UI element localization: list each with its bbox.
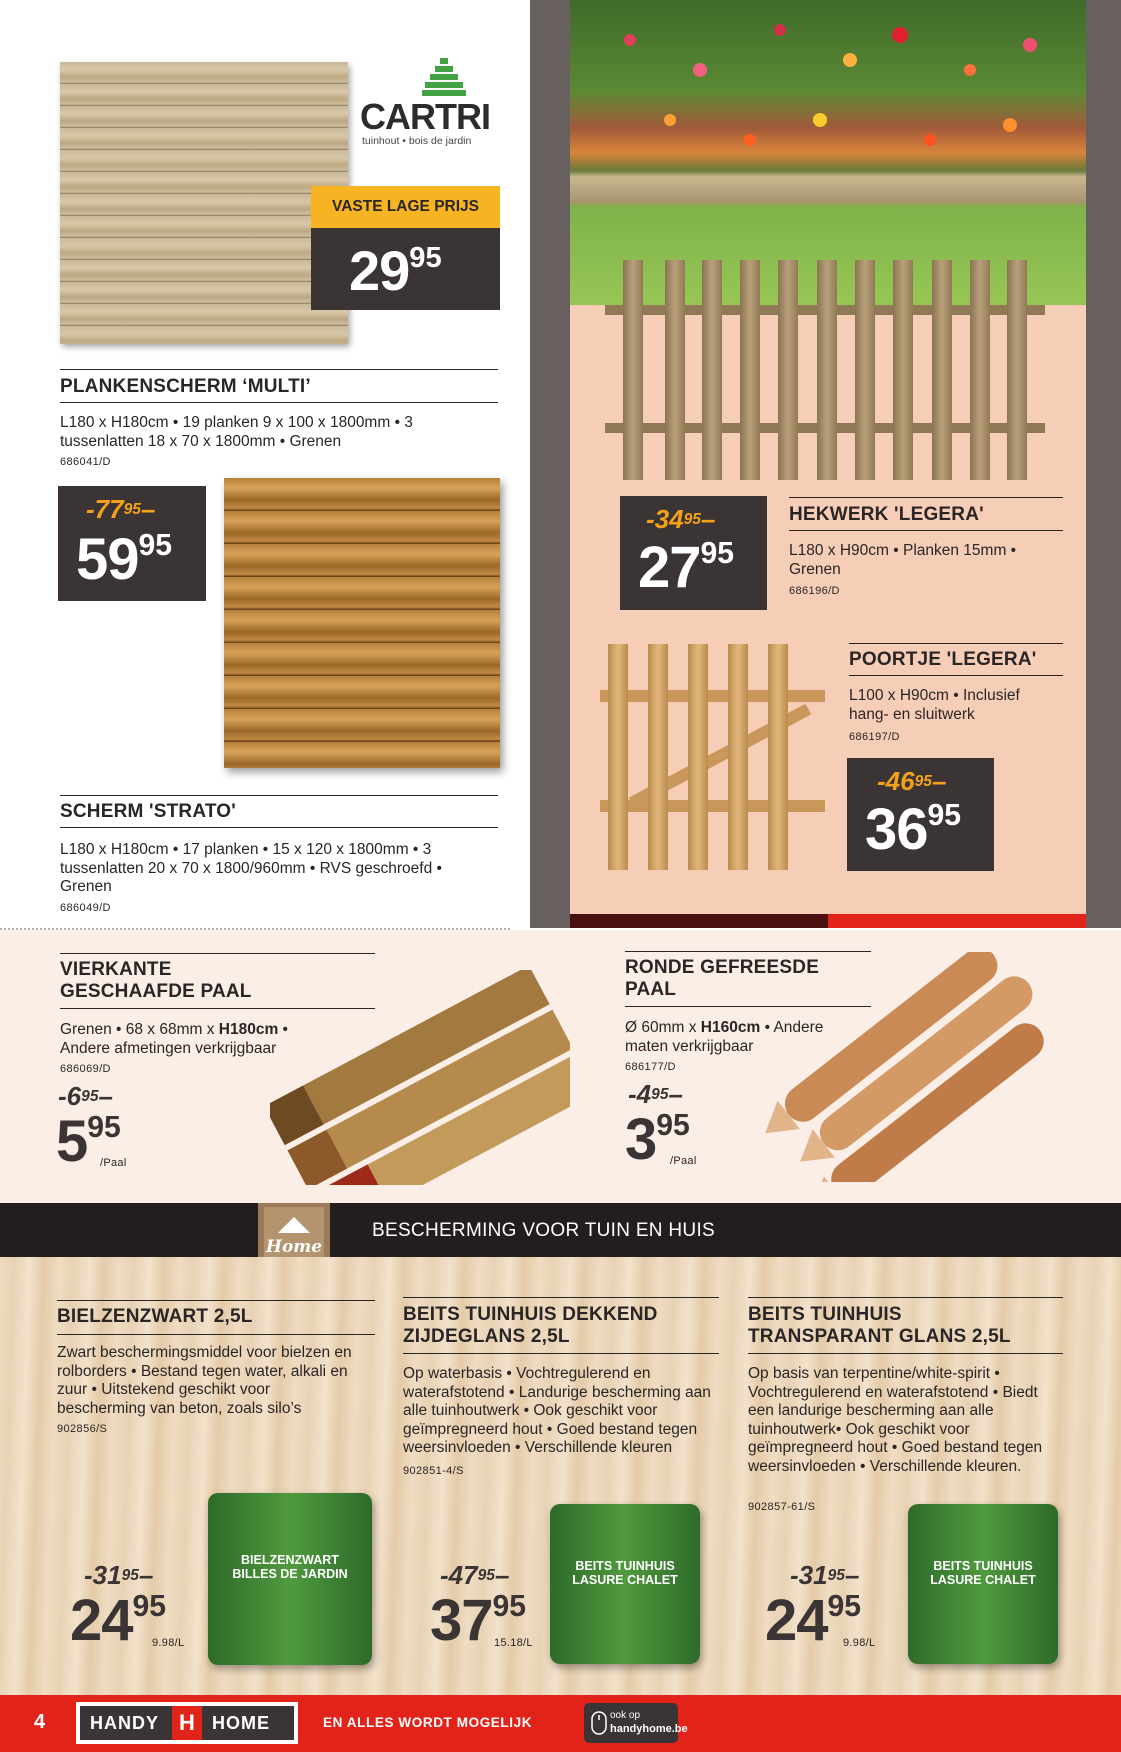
gate-legera-image	[600, 640, 825, 870]
ronde-code: 686177/D	[625, 1061, 676, 1073]
dekkend-title-line2: ZIJDEGLANS 2,5L	[403, 1326, 570, 1347]
transparant-title-line1: BEITS TUINHUIS	[748, 1304, 902, 1325]
hekwerk-price-box	[620, 496, 767, 610]
transparant-description: Op basis van terpentine/white-spirit • Vochtregulerend en waterafstotend • Biedt een landurige bescherming aan alle tuinhoutwerk• Ook geschikt voor geïmpregneerd hout • Goed bestand tegen weersinvloeden • Verschillende kleuren.	[748, 1365, 1043, 1475]
protection-banner	[0, 1203, 1121, 1257]
poortje-code: 686197/D	[849, 731, 900, 743]
strato-code: 686049/D	[60, 902, 111, 914]
poortje-old-price: $-46^{95}-$	[877, 766, 947, 796]
vierkante-price: $5^{95}$	[56, 1109, 121, 1174]
transparant-title	[748, 1304, 1011, 1348]
divider	[60, 827, 498, 828]
transparant-title-line2: TRANSPARANT GLANS 2,5L	[748, 1326, 1011, 1347]
ronde-unit: /Paal	[670, 1155, 697, 1167]
fixed-price-badge	[311, 186, 500, 228]
poortje-description: L100 x H90cm • Inclusief hang- en sluitwerk	[849, 687, 1020, 723]
dekkend-can-label: BEITS TUINHUIS LASURE CHALET	[572, 1559, 678, 1587]
divider	[789, 497, 1063, 498]
multi-price-box	[311, 228, 500, 310]
bielzen-unit-price: 9.98/L	[152, 1637, 185, 1649]
cartri-wordmark: CARTRI	[360, 96, 490, 137]
footer-slogan: EN ALLES WORDT MOGELIJK	[323, 1715, 533, 1730]
page-number: 4	[34, 1711, 46, 1733]
hekwerk-price: $27^{95}$	[638, 535, 735, 600]
bielzen-can-label: BIELZENZWART BILLES DE JARDIN	[232, 1553, 348, 1581]
vierkante-old-price: $-6^{95}-$	[58, 1081, 113, 1111]
dekkend-title-line1: BEITS TUINHUIS DEKKEND	[403, 1304, 658, 1325]
red-stripe	[828, 914, 1086, 928]
plankenscherm-multi-image	[60, 62, 348, 344]
dekkend-description: Op waterbasis • Vochtregulerend en waterafstotend • Landurige bescherming aan alle tuinhoutwerk • Ook geschikt voor geïmpregneerd hout • Goed bestand tegen weersinvloeden • Verschillende kleuren	[403, 1365, 711, 1456]
square-posts-image	[270, 970, 570, 1185]
poortje-price-box	[847, 758, 994, 871]
footer-bar	[0, 1695, 1121, 1752]
cartri-tagline: tuinhout • bois de jardin	[362, 135, 472, 147]
home-brand-text: Home	[265, 1237, 323, 1257]
strato-description: L180 x H180cm • 17 planken • 15 x 120 x 1800mm • 3 tussenlatten 20 x 70 x 1800/960mm • RVS geschroefd • Grenen	[60, 841, 442, 895]
mouse-icon	[591, 1711, 607, 1735]
dekkend-title	[403, 1304, 658, 1348]
side-column-dark	[530, 0, 570, 928]
multi-price: $29^{95}$	[349, 239, 442, 302]
transparant-unit-price: 9.98/L	[843, 1637, 876, 1649]
vierkante-title	[60, 959, 252, 1003]
banner-title: BESCHERMING VOOR TUIN EN HUIS	[372, 1220, 715, 1241]
hekwerk-description: L180 x H90cm • Planken 15mm • Grenen	[789, 542, 1017, 578]
ronde-description: Ø 60mm x H160cm • Andere maten verkrijgbaar	[625, 1019, 824, 1055]
dekkend-code: 902851-4/S	[403, 1465, 464, 1477]
dekkend-price: $37^{95}$	[430, 1588, 527, 1653]
fence-legera-image	[605, 255, 1045, 480]
divider	[849, 675, 1063, 676]
dekkend-unit-price: 15.18/L	[494, 1637, 533, 1649]
transparant-old-price: $-31^{95}-$	[790, 1560, 860, 1590]
scherm-strato-image	[224, 478, 500, 768]
strato-title: SCHERM 'STRATO'	[60, 801, 237, 822]
multi-title: PLANKENSCHERM ‘MULTI’	[60, 376, 311, 397]
round-posts-image	[755, 952, 1065, 1182]
transparant-price: $24^{95}$	[765, 1588, 862, 1653]
website-badge[interactable]: ook op handyhome.be	[584, 1703, 678, 1743]
poortje-title: POORTJE 'LEGERA'	[849, 649, 1037, 670]
ronde-title-line1: RONDE GEFREESDE	[625, 957, 820, 978]
divider	[403, 1353, 719, 1354]
transparant-can-image	[908, 1504, 1058, 1664]
divider	[60, 795, 498, 796]
strato-price: $59^{95}$	[76, 527, 173, 592]
divider	[748, 1297, 1063, 1298]
strato-price-box	[58, 486, 206, 601]
divider	[60, 953, 375, 954]
bielzen-can-image	[208, 1493, 372, 1665]
divider	[57, 1300, 375, 1301]
strato-old-price: $-77^{95}-$	[86, 494, 156, 524]
vierkante-title-line1: VIERKANTE	[60, 959, 172, 980]
ronde-title-line2: PAAL	[625, 979, 677, 1000]
fixed-price-badge-label: VASTE LAGE PRIJS	[332, 198, 479, 215]
cartri-logo	[360, 58, 500, 148]
multi-description: L180 x H180cm • 19 planken 9 x 100 x 1800mm • 3 tussenlatten 18 x 70 x 1800mm • Grenen	[60, 414, 413, 450]
hekwerk-code: 686196/D	[789, 585, 840, 597]
red-stripe-dark	[570, 914, 828, 928]
bielzen-title: BIELZENZWART 2,5L	[57, 1306, 253, 1327]
bielzen-code: 902856/S	[57, 1423, 108, 1435]
vierkante-code: 686069/D	[60, 1063, 111, 1075]
transparant-code: 902857-61/S	[748, 1501, 816, 1513]
ronde-old-price: $-4^{95}-$	[628, 1079, 683, 1109]
hekwerk-title: HEKWERK 'LEGERA'	[789, 504, 984, 525]
divider	[60, 402, 498, 403]
side-column-dark	[1086, 0, 1121, 928]
poortje-price: $36^{95}$	[865, 797, 962, 862]
bielzen-price: $24^{95}$	[70, 1588, 167, 1653]
transparant-can-label: BEITS TUINHUIS LASURE CHALET	[930, 1559, 1036, 1587]
bielzen-description: Zwart beschermingsmiddel voor bielzen en rolborders • Bestand tegen water, alkali en zuur • Uitstekend geschikt voor bescherming van beton, zoals silo’s	[57, 1344, 352, 1417]
multi-code: 686041/D	[60, 456, 111, 468]
divider	[60, 369, 498, 370]
vierkante-title-line2: GESCHAAFDE PAAL	[60, 981, 252, 1002]
divider	[789, 530, 1063, 531]
dekkend-old-price: $-47^{95}-$	[440, 1560, 510, 1590]
handy-home-logo[interactable]: HANDY H HOME	[76, 1702, 298, 1744]
ronde-price: $3^{95}$	[625, 1107, 690, 1172]
divider	[57, 1334, 375, 1335]
divider	[403, 1297, 719, 1298]
flowers-graphic	[570, 0, 1086, 180]
vierkante-unit: /Paal	[100, 1157, 127, 1169]
bielzen-old-price: $-31^{95}-$	[84, 1560, 154, 1590]
hekwerk-old-price: $-34^{95}-$	[646, 504, 716, 534]
vierkante-description: Grenen • 68 x 68mm x H180cm • Andere afmetingen verkrijgbaar	[60, 1021, 288, 1057]
dekkend-can-image	[550, 1504, 700, 1664]
divider	[748, 1353, 1063, 1354]
divider	[849, 643, 1063, 644]
